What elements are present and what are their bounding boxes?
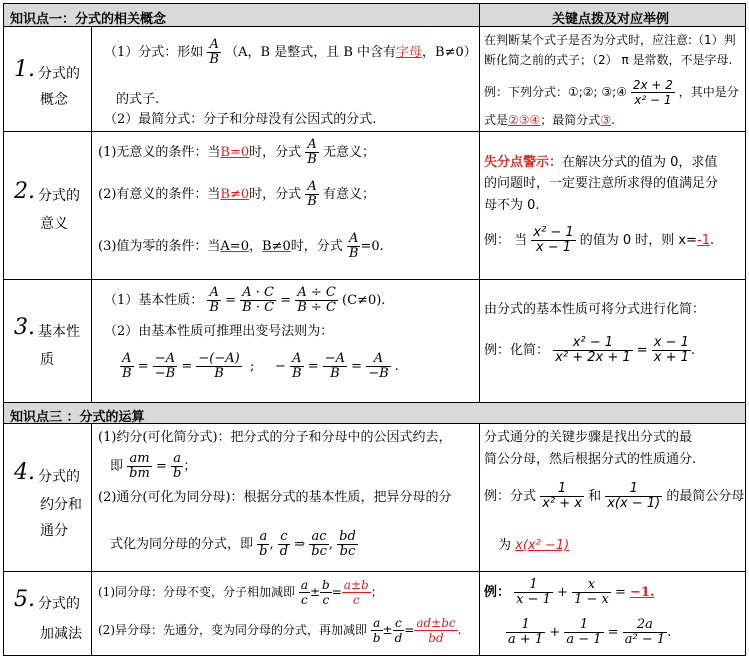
row5-l1-f1-bottom: c [301, 593, 308, 607]
row4-ex-f2-bottom: x(x − 1) [607, 496, 661, 511]
row3-f2-top: A · C [240, 286, 276, 301]
row4-l2-f2-top: a [171, 452, 183, 467]
row3-label-b: 质 [40, 352, 54, 368]
row3-v2 [153, 352, 177, 381]
row3-ex-f1-top: x² − 1 [553, 336, 632, 351]
row3-ex-f2 [652, 336, 691, 365]
row3-v4 [290, 352, 304, 381]
row2-l1-post: 无意义； [323, 145, 376, 160]
row2-frac3 [347, 232, 361, 261]
row4-ans-pre: 为 [498, 538, 512, 553]
row2-label-cell [3, 131, 92, 280]
row4-l2-pre: 即 [110, 459, 124, 474]
header-tips: 关键点拨及对应举例 [552, 12, 670, 27]
row2-ex-answer: -1 [697, 233, 710, 248]
row3-line2: （2）由基本性质可推理出变号法则为： [104, 324, 334, 339]
row1-tip4-red2: ③ [600, 113, 612, 127]
row3-line1: （1）基本性质： $\frac{A}{B}$ = $\frac{A \cdot C}{B \cdot C}$ = $\frac{A \div C}{B \div C}$ (C≠0). [104, 285, 386, 315]
row5-ex2-f3-top: 2a [623, 618, 667, 633]
row3-tip1: 由分式的基本性质可将分式进行化简： [484, 302, 706, 317]
row3-v6-top: A [366, 352, 390, 367]
row5-l1-pm: ± [309, 585, 321, 599]
row5-l2-f1 [371, 616, 383, 645]
row5-l2-post: . [457, 623, 462, 637]
row1-tip4-mid: ；最简分式 [540, 113, 601, 127]
row4-line3: (2)通分(可化为同分母)：根据分式的基本性质，把异分母的分 [98, 490, 452, 505]
row5-ex-f1-top: 1 [514, 578, 553, 593]
row2-tip3: 母不为 0. [484, 198, 540, 213]
row3-v1-bottom: B [122, 366, 132, 381]
row1-number: 1. [14, 57, 35, 82]
row5-ex-label: 例： [484, 585, 511, 600]
row4-l4-f3 [309, 530, 329, 559]
row3-v5 [323, 352, 347, 381]
row4-l4-f4 [337, 530, 358, 559]
row2-frac1-top: A [305, 138, 319, 153]
row1-tip3-frac [631, 78, 675, 107]
row5-l1-f2-top: b [322, 578, 330, 592]
row2-l2-mid: 时，分式 [249, 187, 302, 202]
row1-l1-red: 字母 [396, 45, 423, 60]
row1-label-b: 概念 [40, 92, 68, 108]
row5-number: 5. [14, 587, 35, 612]
row5-line2: (2)异分母：先通分，变为同分母的分式，再加减即 $\frac{a}{b}$ ± $\frac{c}{d}$ = $\frac{ad\pm bc}{bd}$ . [98, 616, 462, 645]
row1-tip4-pre: 式是 [484, 113, 509, 127]
row5-ex2-f2-top: 1 [564, 618, 603, 633]
row3-number: 3. [14, 315, 35, 340]
row5-l2-f3-bottom: bd [428, 631, 444, 645]
row2-l2-red: B≠0 [220, 187, 250, 202]
row4-number: 4. [14, 460, 35, 485]
row5-l1-post: ； [370, 585, 383, 599]
row4-ex-f1 [540, 482, 584, 511]
row3-ex-f2-top: x − 1 [653, 335, 689, 350]
row5-ex2-f1-top: 1 [506, 618, 545, 633]
row4-tip2: 简公分母，然后根据分式的性质通分. [484, 452, 697, 467]
row2-tip1-text: 在解决分式的值为 0，求值 [562, 155, 718, 170]
row5-ex-f2 [572, 578, 611, 607]
row4-l2-f1 [127, 452, 152, 481]
row1-label-a: 分式的 [38, 66, 80, 82]
row4-ex-post: 的最简公分母 [666, 489, 745, 504]
row3-example: 例：化简： $\frac{\text{x² − 1}}{\text{x² + 2x + 1}}$ = $\frac{x - 1}{x + 1}$ . [484, 335, 696, 365]
row3-label-a: 基本性 [38, 324, 80, 340]
row3-v3 [196, 352, 241, 381]
row2-l2-pre: (2)有意义的条件：当 [98, 187, 221, 202]
row4-ex-f2-top: 1 [605, 482, 662, 497]
row3-v4-bottom: B [292, 366, 302, 381]
row3-line3: $\frac{A}{B}$ = $\frac{-A}{-B}$ = $\frac{-(-A)}{B}$ ; − $\frac{A}{B}$ = $\frac{-A}{B}$ = $\frac{A}{-B}$ . [122, 351, 399, 381]
row2-l3-mid: ， [248, 239, 262, 254]
row5-ex2-f1-bottom: a + 1 [508, 632, 544, 647]
row3-f3-top: A ÷ C [295, 286, 338, 301]
row2-line3 [98, 232, 384, 261]
row3-f1-top: A [207, 286, 221, 301]
row5-ex2-f2 [564, 618, 603, 647]
row4-ex-f2 [605, 482, 662, 511]
row5-ex-f2-top: x [572, 578, 611, 593]
row5-l2-f3-top: ad±bc [416, 616, 456, 630]
row1-l1-mid: （A，B 是整式，且 B 中含有 [225, 45, 397, 60]
row1-l1-post: ，B≠0） [422, 45, 477, 60]
row2-tip2: 的问题时，一定要注意所求得的值满足分 [484, 176, 719, 191]
row4-label-a: 分式的 [38, 469, 80, 485]
row2-line2 [98, 180, 375, 209]
row2-line1 [98, 138, 375, 167]
row4-l4-f3-top: ac [309, 530, 329, 545]
row4-example [484, 482, 744, 511]
row3-f3 [295, 286, 338, 315]
row4-l4-f1-bottom: b [259, 544, 268, 559]
row4-answer [498, 538, 569, 554]
row4-l2-f1-bottom: bm [129, 466, 150, 481]
row3-f1 [207, 286, 221, 315]
row3-label-cell [3, 279, 92, 403]
row2-ex-pre: 例： 当 [484, 233, 528, 248]
row5-l2-f3 [414, 616, 457, 645]
row2-frac2 [305, 180, 319, 209]
row4-l2-f2 [171, 452, 183, 481]
row4-line2: 即 $\frac{am}{bm}$ = $\frac{a}{b}$ ； [110, 451, 197, 481]
row1-tip3-frac-top: 2x + 2 [632, 78, 673, 92]
row1-tip3 [484, 78, 739, 107]
row2-frac1 [305, 138, 319, 167]
row3-v5-top: −A [324, 351, 346, 366]
row3-v5-bottom: B [330, 366, 340, 381]
row3-v3-bottom: B [214, 366, 224, 381]
row4-l4-f4-top: bd [339, 529, 356, 544]
row4-ex-pre: 例：分式 [484, 489, 537, 504]
row3-v1 [120, 352, 134, 381]
row4-tip1: 分式通分的关键步骤是找出分式的最 [484, 430, 693, 445]
row2-label-b: 意义 [40, 216, 68, 232]
row1-line2: 的式子. [116, 92, 160, 107]
row4-l2-f2-bottom: b [172, 466, 182, 481]
row5-l2-f2-top: c [393, 616, 405, 631]
row3-v3-top: −(−A) [198, 351, 240, 366]
header-tips-cell [479, 3, 746, 27]
row2-l1-red: B=0 [220, 145, 250, 160]
row4-l4-f2-bottom: d [279, 544, 289, 559]
row2-frac1-bottom: B [307, 152, 317, 167]
row4-l4-f2-top: c [278, 530, 290, 545]
row5-l1-f3-bottom: c [352, 593, 360, 607]
row2-tip-warning: 失分点警示： [484, 155, 563, 170]
row5-ex-f2-bottom: 1 − x [574, 592, 609, 607]
row2-l3-a: A=0 [220, 239, 249, 254]
row3-ex-pre: 例：化简： [484, 343, 550, 358]
row5-ex2-f3-bottom: a² − 1 [624, 632, 666, 647]
row5-l1-f3 [342, 578, 371, 607]
row1-tip1: 在判断某个式子是否为分式时，应注意:（1）判 [484, 33, 736, 47]
row5-l1-f1-top: a [300, 578, 308, 592]
row4-line4: 式化为同分母的分式，即 $\frac{a}{b}$ , $\frac{c}{d}$ ⇒ $\frac{ac}{bc}$ , $\frac{bd}{bc}$ [110, 529, 356, 559]
row4-l2-f1-top: am [127, 452, 152, 467]
row4-l4-f1 [257, 530, 269, 559]
row2-tip1 [484, 155, 717, 171]
row3-v6 [366, 352, 390, 381]
row4-l2-post: ； [183, 459, 197, 474]
row2-example [484, 226, 714, 255]
row1-line3: （2）最简分式：分子和分母没有公因式的分式. [104, 112, 377, 127]
row1-tip3-pre: 例：下列分式：①;②; ③;④ [484, 85, 627, 99]
row4-l4-f2 [278, 530, 290, 559]
row5-example2: $\frac{1}{a + 1}$ + $\frac{1}{a - 1}$ = $\frac{2a}{\text{a² − 1}}$ . [508, 617, 672, 647]
row5-l1-f3-top: a±b [343, 578, 369, 592]
row5-l2-f1-bottom: b [372, 631, 381, 645]
row2-ex-frac-bottom: x − 1 [535, 240, 572, 255]
row4-line1: (1)约分(可化简分式)：把分式的分子和分母中的公因式约去， [98, 430, 452, 445]
row3-f2 [240, 286, 276, 315]
row4-l4-f1-top: a [257, 530, 269, 545]
row5-ex2-f1 [506, 618, 545, 647]
header-section1-cell [3, 3, 480, 27]
row3-l1-post: (C≠0). [342, 293, 386, 308]
row4-ex-f1-top: 1 [540, 482, 584, 497]
row5-l2-f2 [393, 616, 405, 645]
row1-tip4-red1: ②③④ [508, 113, 541, 127]
row2-l3-b: B≠0 [262, 239, 291, 254]
row2-frac2-bottom: B [307, 194, 317, 209]
row5-l2-pm: ± [382, 623, 393, 637]
row5-l1-f1 [299, 578, 310, 607]
row3-f1-bottom: B [209, 300, 219, 315]
row3-ex-f1-bottom: x² + 2x + 1 [555, 350, 631, 365]
row4-ex-mid: 和 [588, 489, 602, 504]
row1-line1 [104, 38, 477, 67]
row2-l1-pre: (1)无意义的条件：当 [98, 145, 221, 160]
row3-f2-bottom: B · C [242, 300, 275, 315]
row3-f3-bottom: B ÷ C [297, 300, 336, 315]
header-section3: 知识点三 ：分式的运算 [10, 410, 145, 425]
row5-label-cell [3, 571, 92, 656]
row1-tip4 [484, 112, 615, 128]
row5-l1-f2 [320, 578, 332, 607]
row1-frac-top: A [207, 38, 221, 53]
row2-l2-post: 有意义； [323, 187, 376, 202]
row3-v2-top: −A [153, 352, 177, 367]
row5-l2-f1-top: a [371, 616, 383, 631]
row3-v4-top: A [290, 352, 304, 367]
row5-ex2-f3 [623, 618, 667, 647]
row3-v2-bottom: −B [154, 366, 176, 381]
row5-ex-f1 [514, 578, 553, 607]
row5-example1: 例： $\frac{1}{x - 1}$ + $\frac{x}{1 - x}$ = −1. [484, 577, 655, 607]
row5-label-b: 加减法 [40, 626, 82, 642]
row2-l3-post: =0. [360, 239, 384, 254]
row2-label-a: 分式的 [38, 188, 80, 204]
row2-frac3-top: A [347, 232, 361, 247]
row4-ans-value: x(x² −1) [515, 538, 570, 553]
row1-tip3-frac-bottom: x² − 1 [634, 93, 672, 107]
row5-label-a: 分式的 [38, 596, 80, 612]
row2-frac2-top: A [305, 180, 319, 195]
row5-line1: (1)同分母：分母不变，分子相加减即 $\frac{a}{c}$ ± $\frac{b}{c}$ = $\frac{a\pm b}{c}$ ； [98, 578, 383, 607]
header-section3-cell [3, 402, 746, 424]
row1-l1-pre: （1）分式：形如 [104, 45, 204, 60]
row5-l1-f2-bottom: c [322, 593, 330, 607]
row1-tip2: 断化简之前的式子；（2） π 是常数，不是字母. [484, 53, 733, 67]
row2-l1-mid: 时，分式 [249, 145, 302, 160]
row4-l4-f3-bottom: bc [311, 544, 327, 559]
row2-l3-pre: (3)值为零的条件：当 [98, 239, 221, 254]
row1-fraction [207, 38, 221, 67]
row3-l1-label: （1）基本性质： [104, 293, 204, 308]
row3-ex-f1 [553, 336, 632, 365]
row2-number: 2. [14, 179, 35, 204]
row5-l1-pre: (1)同分母：分母不变，分子相加减即 [98, 585, 295, 599]
row2-ex-frac [531, 226, 575, 255]
row3-v1-top: A [120, 352, 134, 367]
row3-v6-bottom: −B [368, 366, 389, 381]
row5-ex-f1-bottom: x − 1 [516, 592, 551, 607]
row2-ex-mid: 的值为 0 时，则 x= [579, 233, 698, 248]
row5-ex-answer: −1. [630, 585, 655, 600]
row5-l2-f2-bottom: d [394, 631, 403, 645]
row2-l3-mid2: 时，分式 [290, 239, 343, 254]
row2-ex-post: . [710, 233, 715, 248]
row4-l4-f4-bottom: bc [339, 544, 356, 559]
row2-ex-frac-top: x² − 1 [533, 225, 574, 240]
row4-label-c: 通分 [40, 523, 68, 539]
row5-l2-pre: (2)异分母：先通分，变为同分母的分式，再加减即 [98, 623, 367, 637]
row4-l4-pre: 式化为同分母的分式，即 [110, 537, 254, 552]
row4-ex-f1-bottom: x² + x [542, 496, 582, 511]
header-section1: 知识点一：分式的相关概念 [10, 12, 167, 27]
row1-frac-bottom: B [209, 52, 219, 67]
row1-tip3-post: ，其中是分 [678, 85, 739, 99]
row5-ex2-f2-bottom: a − 1 [566, 632, 602, 647]
row1-tip4-post: . [611, 113, 615, 127]
row2-frac3-bottom: B [348, 246, 359, 261]
row4-label-b: 约分和 [40, 497, 82, 513]
row3-ex-f2-bottom: x + 1 [653, 350, 689, 365]
